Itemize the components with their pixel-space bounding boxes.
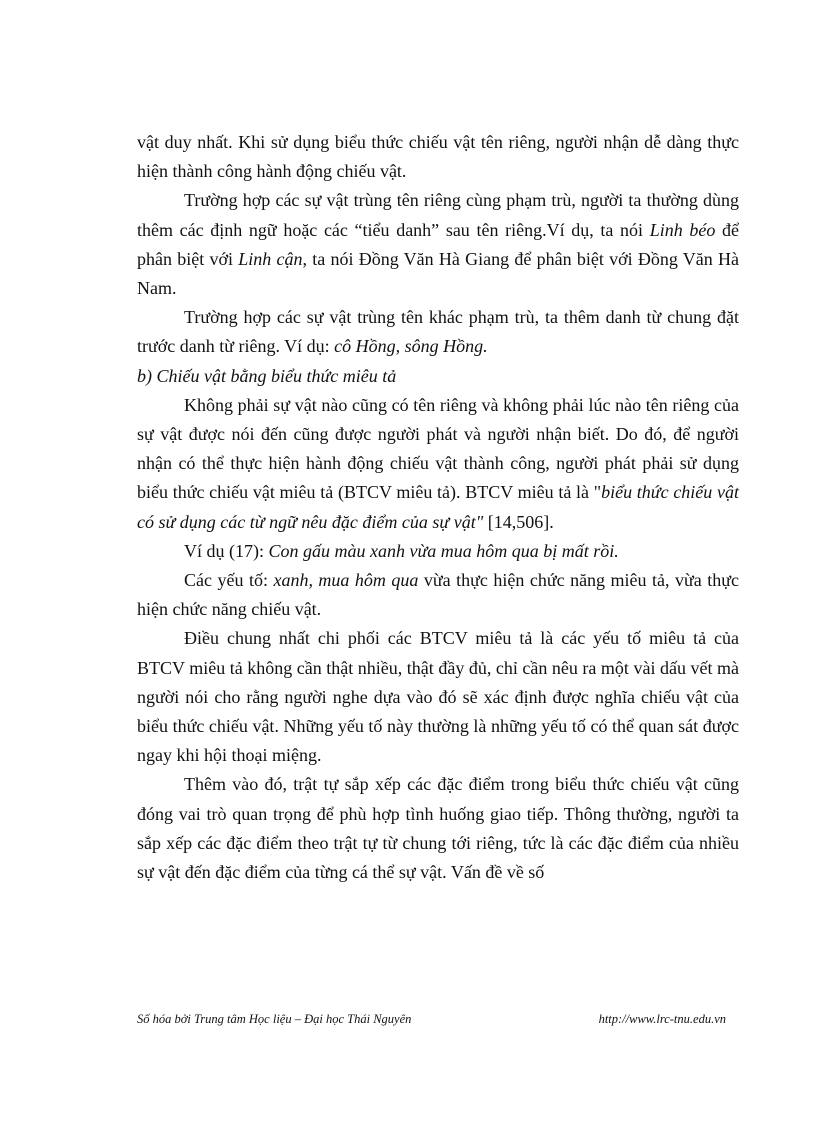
paragraph (137, 391, 739, 537)
footer-source: Số hóa bởi Trung tâm Học liệu – Đại học Thái Nguyên (137, 1012, 412, 1026)
text-run: [14,506]. (483, 511, 554, 532)
body-text (137, 128, 739, 887)
text-run: Ví dụ (17): (184, 540, 269, 561)
italic-run: biểu thức chiếu vật có sử dụng các từ ngữ nêu đặc điểm của sự vật" (137, 482, 739, 532)
paragraph (137, 566, 739, 624)
text-run: để phân biệt với (137, 219, 739, 269)
text-run: Trường hợp các sự vật trùng tên khác phạm trù, ta thêm danh từ chung đặt trước danh từ riêng. Ví dụ: (137, 307, 739, 357)
italic-run: xanh, mua hôm qua (273, 570, 419, 591)
italic-run: b) Chiếu vật bằng biểu thức miêu tả (137, 365, 397, 386)
paragraph (137, 537, 739, 566)
text-run: Điều chung nhất chi phối các BTCV miêu tả là các yếu tố miêu tả của BTCV miêu tả không cần thật nhiều, thật đầy đủ, chỉ cần nêu ra một vài dấu vết mà người nói cho rằng người nghe dựa vào đó sẽ xác định được nghĩa chiếu vật của biểu thức chiếu vật. Những yếu tố này thường là những yếu tố có thể quan sát được ngay khi hội thoại miệng. (137, 628, 739, 766)
text-run: , ta nói Đồng Văn Hà Giang để phân biệt với Đồng Văn Hà Nam. (137, 248, 739, 299)
page-footer (137, 1012, 726, 1027)
italic-run: Linh béo (649, 219, 716, 240)
paragraph (137, 303, 739, 361)
paragraph (137, 770, 739, 887)
paragraph (137, 624, 739, 770)
paragraph (137, 186, 739, 303)
text-run: Thêm vào đó, trật tự sắp xếp các đặc điểm trong biểu thức chiếu vật cũng đóng vai trò quan trọng để phù hợp tình huống giao tiếp. Thông thường, người ta sắp xếp các đặc điểm theo trật tự từ chung tới riêng, tức là các đặc điểm của nhiều sự vật đến đặc điểm của từng cá thể sự vật. Vấn đề về số (137, 774, 739, 883)
text-run: Các yếu tố: (184, 570, 274, 591)
text-run: vật duy nhất. Khi sử dụng biểu thức chiếu vật tên riêng, người nhận dễ dàng thực hiện thành công hành động chiếu vật. (137, 132, 739, 182)
section-subheading (137, 362, 739, 391)
paragraph (137, 128, 739, 186)
footer-url: http://www.lrc-tnu.edu.vn (598, 1012, 726, 1026)
text-run: vừa thực hiện chức năng miêu tả, vừa thực hiện chức năng chiếu vật. (137, 570, 739, 620)
text-run: Trường hợp các sự vật trùng tên riêng cùng phạm trù, người ta thường dùng thêm các định ngữ hoặc các “tiểu danh” sau tên riêng.Ví dụ, ta nói (137, 190, 739, 240)
italic-run: Linh cận (238, 248, 303, 269)
text-run: Không phải sự vật nào cũng có tên riêng và không phải lúc nào tên riêng của sự vật được nói đến cũng được người phát và người nhận biết. Do đó, để người nhận có thể thực hiện hành động chiếu vật thành công, người phát phải sử dụng biểu thức chiếu vật miêu tả (BTCV miêu tả). BTCV miêu tả là " (137, 394, 739, 503)
italic-run: cô Hồng, sông Hồng. (334, 336, 488, 357)
italic-run: Con gấu màu xanh vừa mua hôm qua bị mất rồi. (268, 540, 619, 561)
